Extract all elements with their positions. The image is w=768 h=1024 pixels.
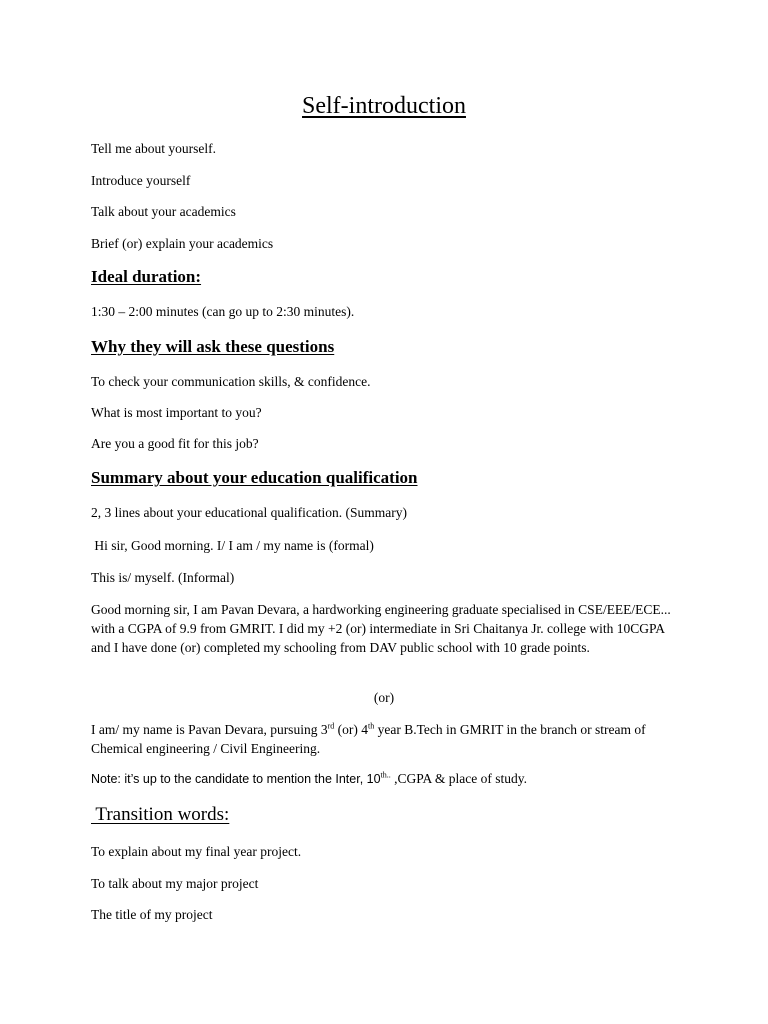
para-text: I am/ my name is Pavan Devara, pursuing 3 [91, 722, 328, 737]
summary-line: 2, 3 lines about your educational qualification. (Summary) [91, 505, 408, 520]
transition-heading: Transition words: [91, 804, 230, 825]
why-item: Are you a good fit for this job? [91, 436, 259, 451]
question-line: Tell me about yourself. [91, 141, 217, 156]
or-separator: (or) [373, 690, 395, 705]
transition-item: To explain about my final year project. [91, 844, 302, 859]
para-text: (or) 4 [334, 722, 368, 737]
summary-line: Hi sir, Good morning. I/ I am / my name is (formal) [91, 538, 374, 553]
duration-text: 1:30 – 2:00 minutes (can go up to 2:30 minutes). [91, 304, 355, 319]
summary-heading: Summary about your education qualification [91, 468, 418, 487]
note-text: ,CGPA & place of study. [390, 771, 528, 786]
superscript: th [368, 721, 375, 731]
why-item: To check your communication skills, & confidence. [91, 374, 371, 389]
question-line: Talk about your academics [91, 204, 236, 219]
transition-item: The title of my project [91, 907, 213, 922]
summary-paragraph: Good morning sir, I am Pavan Devara, a hardworking engineering graduate specialised in CSE/EEE/ECE... with a CGPA of 9.9 from GMRIT. I did my +2 (or) intermediate in Sri Chaitanya Jr. college with 10CGPA and I have done (or) completed my schooling from DAV public school with 10 grade points. [91, 602, 671, 655]
transition-item: To talk about my major project [91, 876, 259, 891]
why-item: What is most important to you? [91, 405, 262, 420]
question-line: Brief (or) explain your academics [91, 236, 274, 251]
note-text: Note: it’s up to the candidate to mention the Inter, 10 [91, 772, 381, 786]
summary-paragraph-alt [91, 720, 671, 758]
duration-heading: Ideal duration: [91, 267, 202, 286]
question-line: Introduce yourself [91, 173, 191, 188]
note-line [91, 770, 527, 788]
why-heading: Why they will ask these questions [91, 337, 335, 356]
para-text: year B.Tech in GMRIT in the branch or stream of Chemical engineering / Civil Engineering. [91, 722, 646, 756]
summary-line: This is/ myself. (Informal) [91, 570, 235, 585]
page-title: Self-introduction [302, 93, 466, 119]
superscript: th.. [380, 770, 391, 780]
superscript: rd [327, 721, 335, 731]
